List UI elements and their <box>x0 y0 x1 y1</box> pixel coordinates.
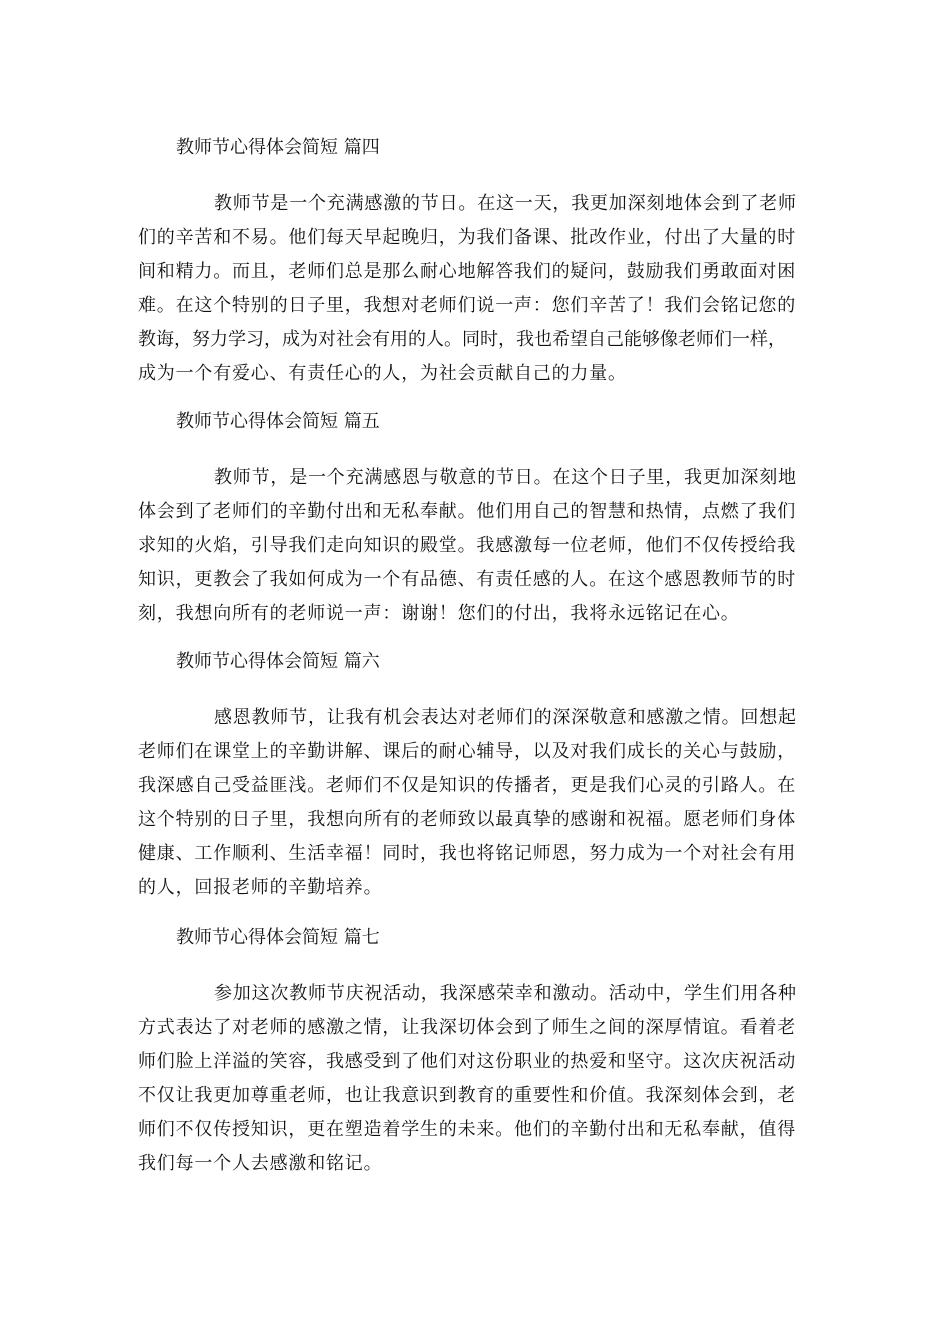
paragraph-line: 不仅让我更加尊重老师，也让我意识到教育的重要性和价值。我深刻体会到，老 <box>138 1085 796 1106</box>
paragraph-line: 参加这次教师节庆祝活动，我深感荣幸和激动。活动中，学生们用各种 <box>214 983 797 1004</box>
paragraph-line: 这个特别的日子里，我想向所有的老师致以最真挚的感谢和祝福。愿老师们身体 <box>138 809 796 830</box>
paragraph-line: 成为一个有爱心、有责任心的人，为社会贡献自己的力量。 <box>138 363 627 384</box>
section-paragraph <box>138 977 808 1181</box>
section-heading: 教师节心得体会简短 篇七 <box>176 927 380 948</box>
paragraph-line: 师们不仅传授知识，更在塑造着学生的未来。他们的辛勤付出和无私奉献，值得 <box>138 1119 796 1140</box>
paragraph-line: 师们脸上洋溢的笑容，我感受到了他们对这份职业的热爱和坚守。这次庆祝活动 <box>138 1051 796 1072</box>
section-7 <box>138 925 808 1181</box>
paragraph-line: 刻，我想向所有的老师说一声：谢谢！您们的付出，我将永远铭记在心。 <box>138 603 740 624</box>
paragraph-line: 难。在这个特别的日子里，我想对老师们说一声：您们辛苦了！我们会铭记您的 <box>138 295 796 316</box>
paragraph-line: 求知的火焰，引导我们走向知识的殿堂。我感激每一位老师，他们不仅传授给我 <box>138 535 796 556</box>
section-paragraph <box>138 701 808 905</box>
paragraph-line: 感恩教师节，让我有机会表达对老师们的深深敬意和感激之情。回想起 <box>214 707 797 728</box>
paragraph-line: 老师们在课堂上的辛勤讲解、课后的耐心辅导，以及对我们成长的关心与鼓励， <box>138 741 796 762</box>
section-heading: 教师节心得体会简短 篇六 <box>176 651 380 672</box>
section-5 <box>138 409 808 631</box>
section-6 <box>138 649 808 905</box>
paragraph-line: 知识，更教会了我如何成为一个有品德、有责任感的人。在这个感恩教师节的时 <box>138 569 796 590</box>
section-heading: 教师节心得体会简短 篇五 <box>176 411 380 432</box>
paragraph-line: 体会到了老师们的辛勤付出和无私奉献。他们用自己的智慧和热情，点燃了我们 <box>138 501 796 522</box>
paragraph-line: 健康、工作顺利、生活幸福！同时，我也将铭记师恩，努力成为一个对社会有用 <box>138 843 796 864</box>
paragraph-line: 我深感自己受益匪浅。老师们不仅是知识的传播者，更是我们心灵的引路人。在 <box>138 775 796 796</box>
paragraph-line: 教诲，努力学习，成为对社会有用的人。同时，我也希望自己能够像老师们一样， <box>138 329 786 350</box>
section-4 <box>138 135 808 391</box>
paragraph-line: 方式表达了对老师的感激之情，让我深切体会到了师生之间的深厚情谊。看着老 <box>138 1017 796 1038</box>
section-paragraph <box>138 187 808 391</box>
paragraph-line: 教师节是一个充满感激的节日。在这一天，我更加深刻地体会到了老师 <box>214 193 797 214</box>
section-paragraph <box>138 461 808 631</box>
paragraph-line: 们的辛苦和不易。他们每天早起晚归，为我们备课、批改作业，付出了大量的时 <box>138 227 796 248</box>
section-heading: 教师节心得体会简短 篇四 <box>176 137 380 158</box>
paragraph-line: 的人，回报老师的辛勤培养。 <box>138 877 383 898</box>
paragraph-line: 教师节，是一个充满感恩与敬意的节日。在这个日子里，我更加深刻地 <box>214 467 797 488</box>
paragraph-line: 我们每一个人去感激和铭记。 <box>138 1153 383 1174</box>
paragraph-line: 间和精力。而且，老师们总是那么耐心地解答我们的疑问，鼓励我们勇敢面对困 <box>138 261 796 282</box>
